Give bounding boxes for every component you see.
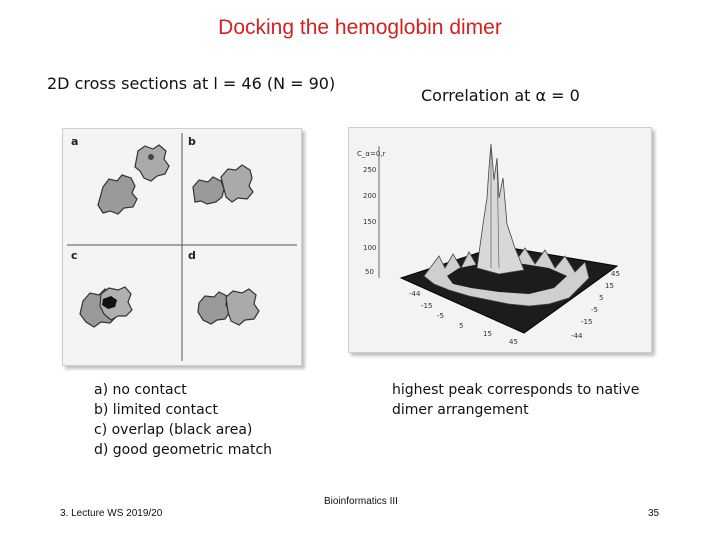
panel-a-label: a (71, 135, 79, 148)
footer-course: Bioinformatics III (324, 496, 398, 507)
z-tick: 50 (365, 268, 374, 276)
y-tick: 15 (605, 282, 614, 290)
x-tick: -44 (409, 290, 421, 298)
legend-list (94, 380, 272, 460)
note-line: highest peak corresponds to native (392, 382, 640, 398)
z-tick: 250 (363, 166, 377, 174)
y-tick: -5 (591, 306, 598, 314)
y-tick: 5 (599, 294, 604, 302)
correlation-plot (348, 127, 652, 353)
right-heading: Correlation at α = 0 (421, 86, 580, 105)
footer-lecture: 3. Lecture WS 2019/20 (60, 508, 163, 519)
list-item: b) limited contact (94, 402, 218, 418)
panel-d-label: d (188, 249, 196, 262)
x-tick: 15 (483, 330, 492, 338)
x-tick: 45 (509, 338, 518, 346)
z-tick: 200 (363, 192, 377, 200)
correlation-surface (349, 128, 651, 352)
slide-number: 35 (648, 508, 660, 519)
z-tick: 150 (363, 218, 377, 226)
cross-section-figure (63, 129, 301, 365)
y-tick: 45 (611, 270, 620, 278)
list-item: a) no contact (94, 382, 187, 398)
peak-note (392, 380, 639, 420)
panel-b-label: b (188, 135, 196, 148)
cross-section-grid (62, 128, 302, 366)
x-tick: -15 (421, 302, 433, 310)
y-tick: -15 (581, 318, 593, 326)
note-line: dimer arrangement (392, 402, 529, 418)
x-tick: 5 (459, 322, 464, 330)
y-tick: -44 (571, 332, 583, 340)
z-axis-label: C_α=0,r (357, 150, 386, 158)
list-item: d) good geometric match (94, 442, 273, 458)
x-tick: -5 (437, 312, 444, 320)
list-item: c) overlap (black area) (94, 422, 253, 438)
left-heading: 2D cross sections at l = 46 (N = 90) (47, 74, 336, 93)
slide-title: Docking the hemoglobin dimer (218, 16, 502, 39)
z-tick: 100 (363, 244, 377, 252)
panel-c-label: c (71, 249, 78, 262)
